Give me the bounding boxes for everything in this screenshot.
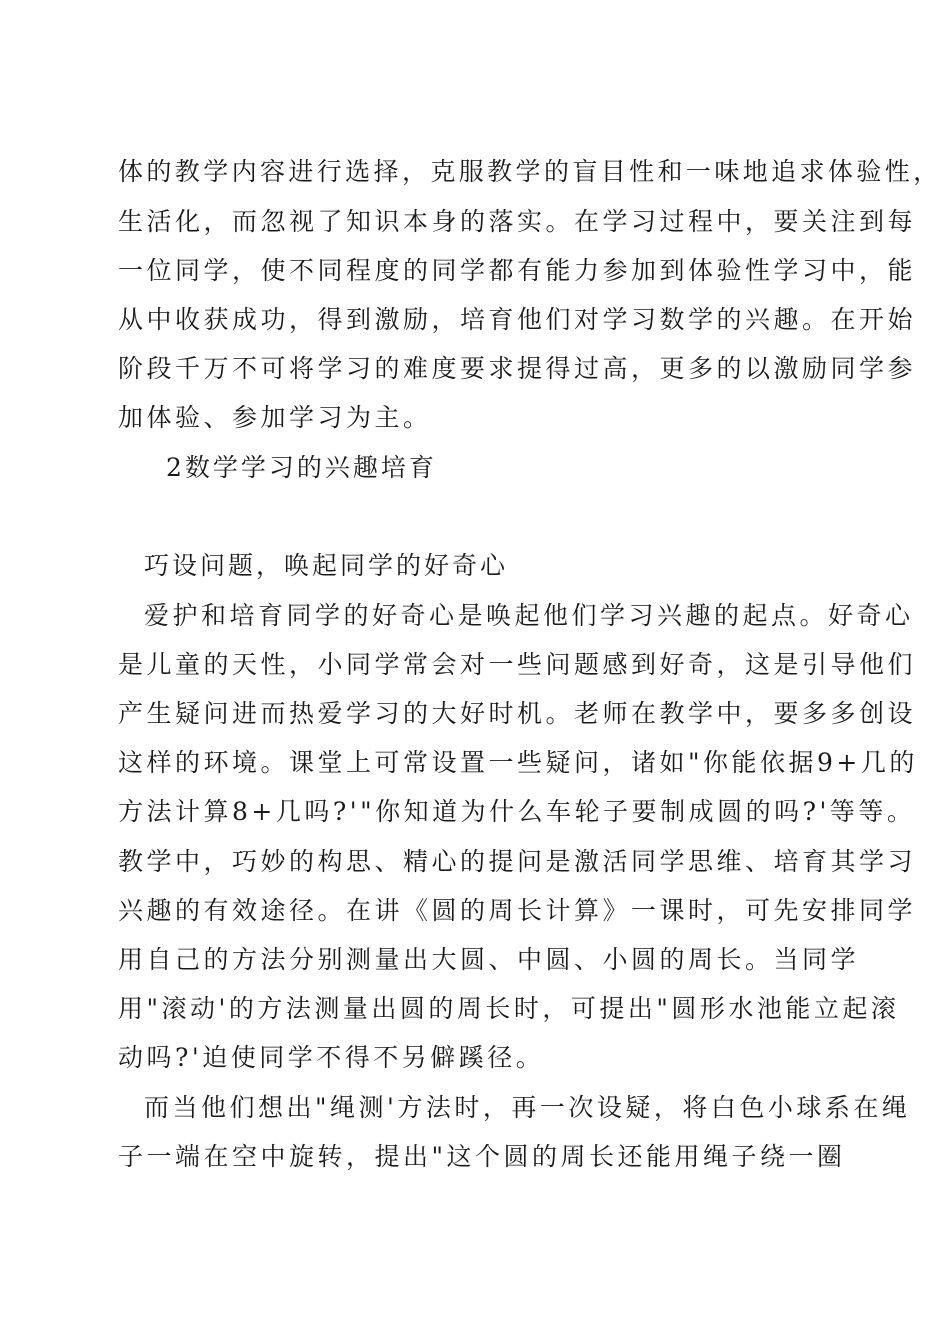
paragraph-line: 一位同学，使不同程度的同学都有能力参加到体验性学习中，能 <box>118 256 917 285</box>
paragraph-line: 兴趣的有效途径。在讲《圆的周长计算》一课时，可先安排同学 <box>118 896 917 925</box>
section-heading: 2数学学习的兴趣培育 <box>166 453 437 482</box>
paragraph-line: 是儿童的天性，小同学常会对一些问题感到好奇，这是引导他们 <box>118 650 917 679</box>
paragraph-line: 阶段千万不可将学习的难度要求提得过高，更多的以激励同学参 <box>118 354 917 383</box>
paragraph-line: 方法计算8+几吗?'"你知道为什么车轮子要制成圆的吗?'等等。 <box>118 797 916 826</box>
paragraph-line: 动吗?'迫使同学不得不另僻蹊径。 <box>118 1043 545 1072</box>
paragraph-line: 子一端在空中旋转，提出"这个圆的周长还能用绳子绕一圈 <box>118 1142 846 1171</box>
paragraph-line: 爱护和培育同学的好奇心是唤起他们学习兴趣的起点。好奇心 <box>144 601 914 630</box>
paragraph-line: 体的教学内容进行选择，克服教学的盲目性和一味地追求体验性， <box>118 157 942 186</box>
paragraph-line: 产生疑问进而热爱学习的大好时机。老师在教学中，要多多创设 <box>118 699 917 728</box>
paragraph-line: 这样的环境。课堂上可常设置一些疑问，诸如"你能依据9+几的 <box>118 748 918 777</box>
paragraph-line: 教学中，巧妙的构思、精心的提问是激活同学思维、培育其学习 <box>118 847 917 876</box>
paragraph-line: 用自己的方法分别测量出大圆、中圆、小圆的周长。当同学 <box>118 945 860 974</box>
paragraph-line: 生活化，而忽视了知识本身的落实。在学习过程中，要关注到每 <box>118 207 917 236</box>
paragraph-line: 而当他们想出"绳测'方法时，再一次设疑，将白色小球系在绳 <box>144 1093 911 1122</box>
subsection-heading: 巧设问题，唤起同学的好奇心 <box>144 551 509 580</box>
paragraph-line: 从中收获成功，得到激励，培育他们对学习数学的兴趣。在开始 <box>118 305 917 334</box>
paragraph-line: 加体验、参加学习为主。 <box>118 403 432 432</box>
paragraph-line: 用"滚动'的方法测量出圆的周长时，可提出"圆形水池能立起滚 <box>118 994 900 1023</box>
